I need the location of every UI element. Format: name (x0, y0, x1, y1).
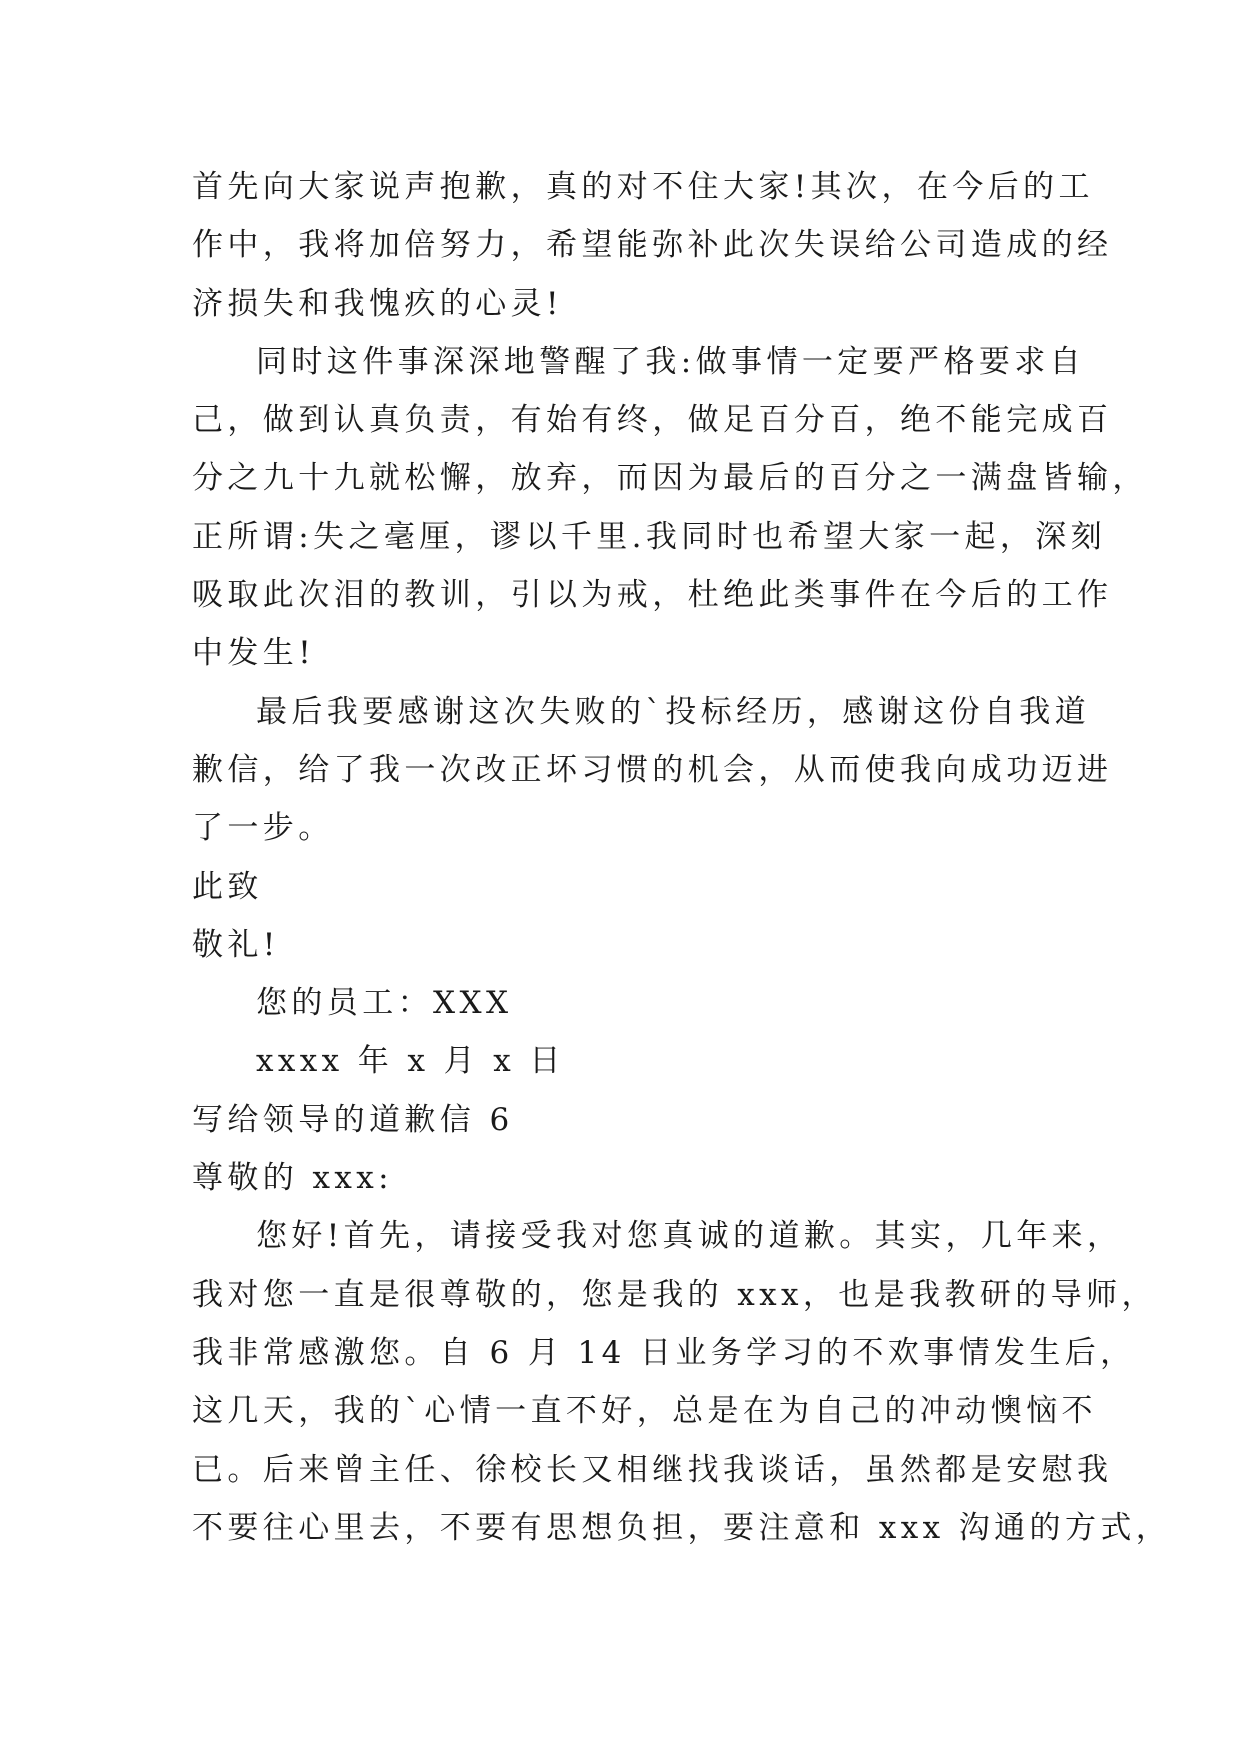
text-line: 此致 (192, 868, 263, 905)
text-line: 不要往心里去，不要有思想负担，要注意和 xxx 沟通的方式， (192, 1509, 1172, 1546)
text-line: 尊敬的 xxx: (192, 1160, 393, 1197)
text-line: 中发生! (192, 635, 316, 672)
text-line: 写给领导的道歉信 6 (192, 1101, 514, 1138)
text-line: 您的员工：XXX (256, 985, 513, 1022)
text-line: 您好!首先，请接受我对您真诚的道歉。其实，几年来， (256, 1218, 1123, 1255)
text-line: 分之九十九就松懈，放弃，而因为最后的百分之一满盘皆输， (192, 460, 1148, 497)
text-line: 这几天，我的`心情一直不好，总是在为自己的冲动懊恼不 (192, 1393, 1097, 1430)
text-line: 我非常感激您。自 6 月 14 日业务学习的不欢事情发生后， (192, 1334, 1136, 1371)
text-line: 作中，我将加倍努力，希望能弥补此次失误给公司造成的经 (192, 227, 1113, 264)
text-line: 已。后来曾主任、徐校长又相继找我谈话，虽然都是安慰我 (192, 1451, 1113, 1488)
text-line: 济损失和我愧疚的心灵! (192, 285, 563, 322)
text-line: xxxx 年 x 月 x 日 (256, 1043, 565, 1080)
text-line: 吸取此次泪的教训，引以为戒，杜绝此类事件在今后的工作 (192, 577, 1113, 614)
letter-body (192, 158, 1172, 1557)
text-line: 首先向大家说声抱歉，真的对不住大家!其次，在今后的工 (192, 169, 1094, 205)
text-line: 歉信，给了我一次改正坏习惯的机会，从而使我向成功迈进 (192, 751, 1113, 788)
text-line: 我对您一直是很尊敬的，您是我的 xxx，也是我教研的导师， (192, 1276, 1157, 1313)
text-line: 己，做到认真负责，有始有终，做足百分百，绝不能完成百 (192, 402, 1113, 439)
text-line: 同时这件事深深地警醒了我:做事情一定要严格要求自 (256, 343, 1086, 380)
text-line: 敬礼! (192, 926, 280, 963)
text-line: 正所谓:失之毫厘，谬以千里.我同时也希望大家一起，深刻 (192, 518, 1107, 555)
text-line: 最后我要感谢这次失败的`投标经历，感谢这份自我道 (256, 693, 1091, 730)
text-line: 了一步。 (192, 810, 334, 847)
